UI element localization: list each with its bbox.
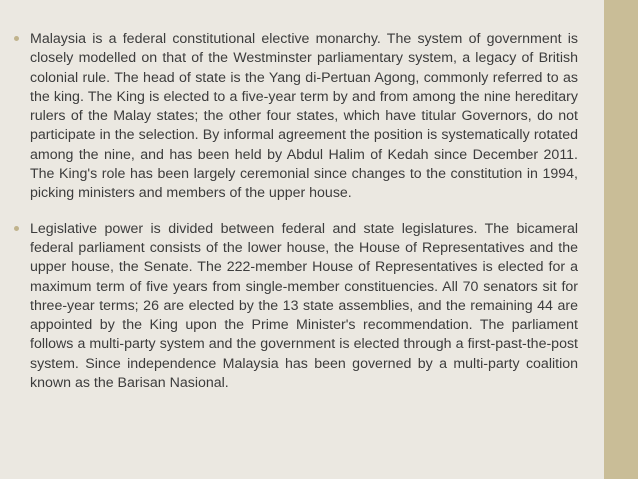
- bullet-dot-icon: [14, 36, 19, 41]
- bullet-dot-icon: [14, 226, 19, 231]
- bullet-text-legislature: Legislative power is divided between federal and state legislatures. The bicameral federal parliament consists of the lower house, the House of Representatives and the upper house, the Senate. The 222-member House of Representatives is elected for a maximum term of five years from single-member constituencies. All 70 senators sit for three-year terms; 26 are elected by the 13 state assemblies, and the remaining 44 are appointed by the King upon the Prime Minister's recommendation. The parliament follows a multi-party system and the government is elected through a first-past-the-post system. Since independence Malaysia has been governed by a multi-party coalition known as the Barisan Nasional.: [30, 220, 578, 392]
- bullet-item-monarchy: [14, 30, 578, 204]
- bullet-text-monarchy: Malaysia is a federal constitutional elective monarchy. The system of government is closely modelled on that of the Westminster parliamentary system, a legacy of British colonial rule. The head of state is the Yang di-Pertuan Agong, commonly referred to as the king. The King is elected to a five-year term by and from among the nine hereditary rulers of the Malay states; the other four states, which have titular Governors, do not participate in the selection. By informal agreement the position is systematically rotated among the nine, and has been held by Abdul Halim of Kedah since December 2011. The King's role has been largely ceremonial since changes to the constitution in 1994, picking ministers and members of the upper house.: [30, 31, 578, 202]
- bullet-item-legislature: [14, 220, 578, 394]
- slide-content: [14, 30, 578, 409]
- decorative-side-bar: [604, 0, 638, 479]
